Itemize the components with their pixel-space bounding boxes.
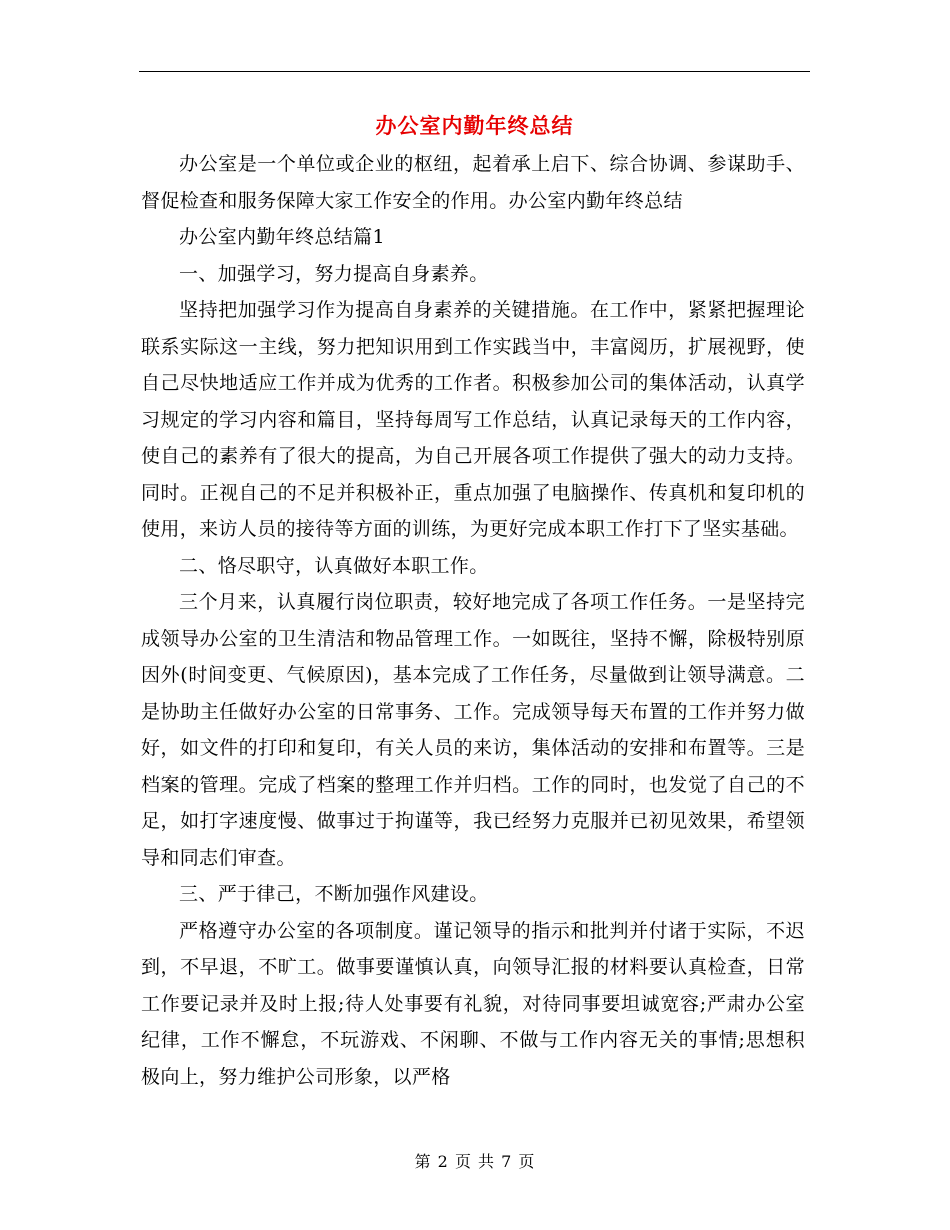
document-title: 办公室内勤年终总结 [375, 113, 574, 138]
paragraph-3: 严格遵守办公室的各项制度。谨记领导的指示和批判并付诸于实际，不迟到，不早退，不旷工。做事要谨慎认真，向领导汇报的材料要认真检查，日常工作要记录并及时上报;待人处事要有礼貌，对待同事要坦诚宽容;严肃办公室纪律，工作不懈怠，不玩游戏、不闲聊、不做与工作内容无关的事情;思想积极向上，努力维护公司形象，以严格 [141, 919, 805, 1088]
page-number: 第 2 页 共 7 页 [414, 1152, 536, 1171]
paragraph-1: 坚持把加强学习作为提高自身素养的关键措施。在工作中，紧紧把握理论联系实际这一主线，努力把知识用到工作实践当中，丰富阅历，扩展视野，使自己尽快地适应工作并成为优秀的工作者。积极参加公司的集体活动，认真学习规定的学习内容和篇目，坚持每周写工作总结，认真记录每天的工作内容，使自己的素养有了很大的提高，为自己开展各项工作提供了强大的动力支持。同时。正视自己的不足并积极补正，重点加强了电脑操作、传真机和复印机的使用，来访人员的接待等方面的训练，为更好完成本职工作打下了坚实基础。 [141, 299, 805, 540]
heading-1: 一、加强学习，努力提高自身素养。 [179, 262, 489, 285]
paragraph-2: 三个月来，认真履行岗位职责，较好地完成了各项工作任务。一是坚持完成领导办公室的卫生清洁和物品管理工作。一如既往，坚持不懈，除极特别原因外(时间变更、气候原因)，基本完成了工作任务，尽量做到让领导满意。二是协助主任做好办公室的日常事务、工作。完成领导每天布置的工作并努力做好，如文件的打印和复印，有关人员的来访，集体活动的安排和布置等。三是档案的管理。完成了档案的整理工作并归档。工作的同时，也发觉了自己的不足，如打字速度慢、做事过于拘谨等，我已经努力克服并已初见效果，希望领导和同志们审查。 [141, 591, 805, 869]
intro-paragraph: 办公室是一个单位或企业的枢纽，起着承上启下、综合协调、参谋助手、督促检查和服务保障大家工作安全的作用。办公室内勤年终总结 [141, 153, 805, 212]
header-rule [139, 71, 810, 72]
heading-3: 三、严于律己，不断加强作风建设。 [179, 883, 489, 905]
section-title: 办公室内勤年终总结篇1 [179, 226, 385, 248]
heading-2: 二、恪尽职守，认真做好本职工作。 [179, 554, 489, 577]
document-body [141, 146, 805, 1095]
